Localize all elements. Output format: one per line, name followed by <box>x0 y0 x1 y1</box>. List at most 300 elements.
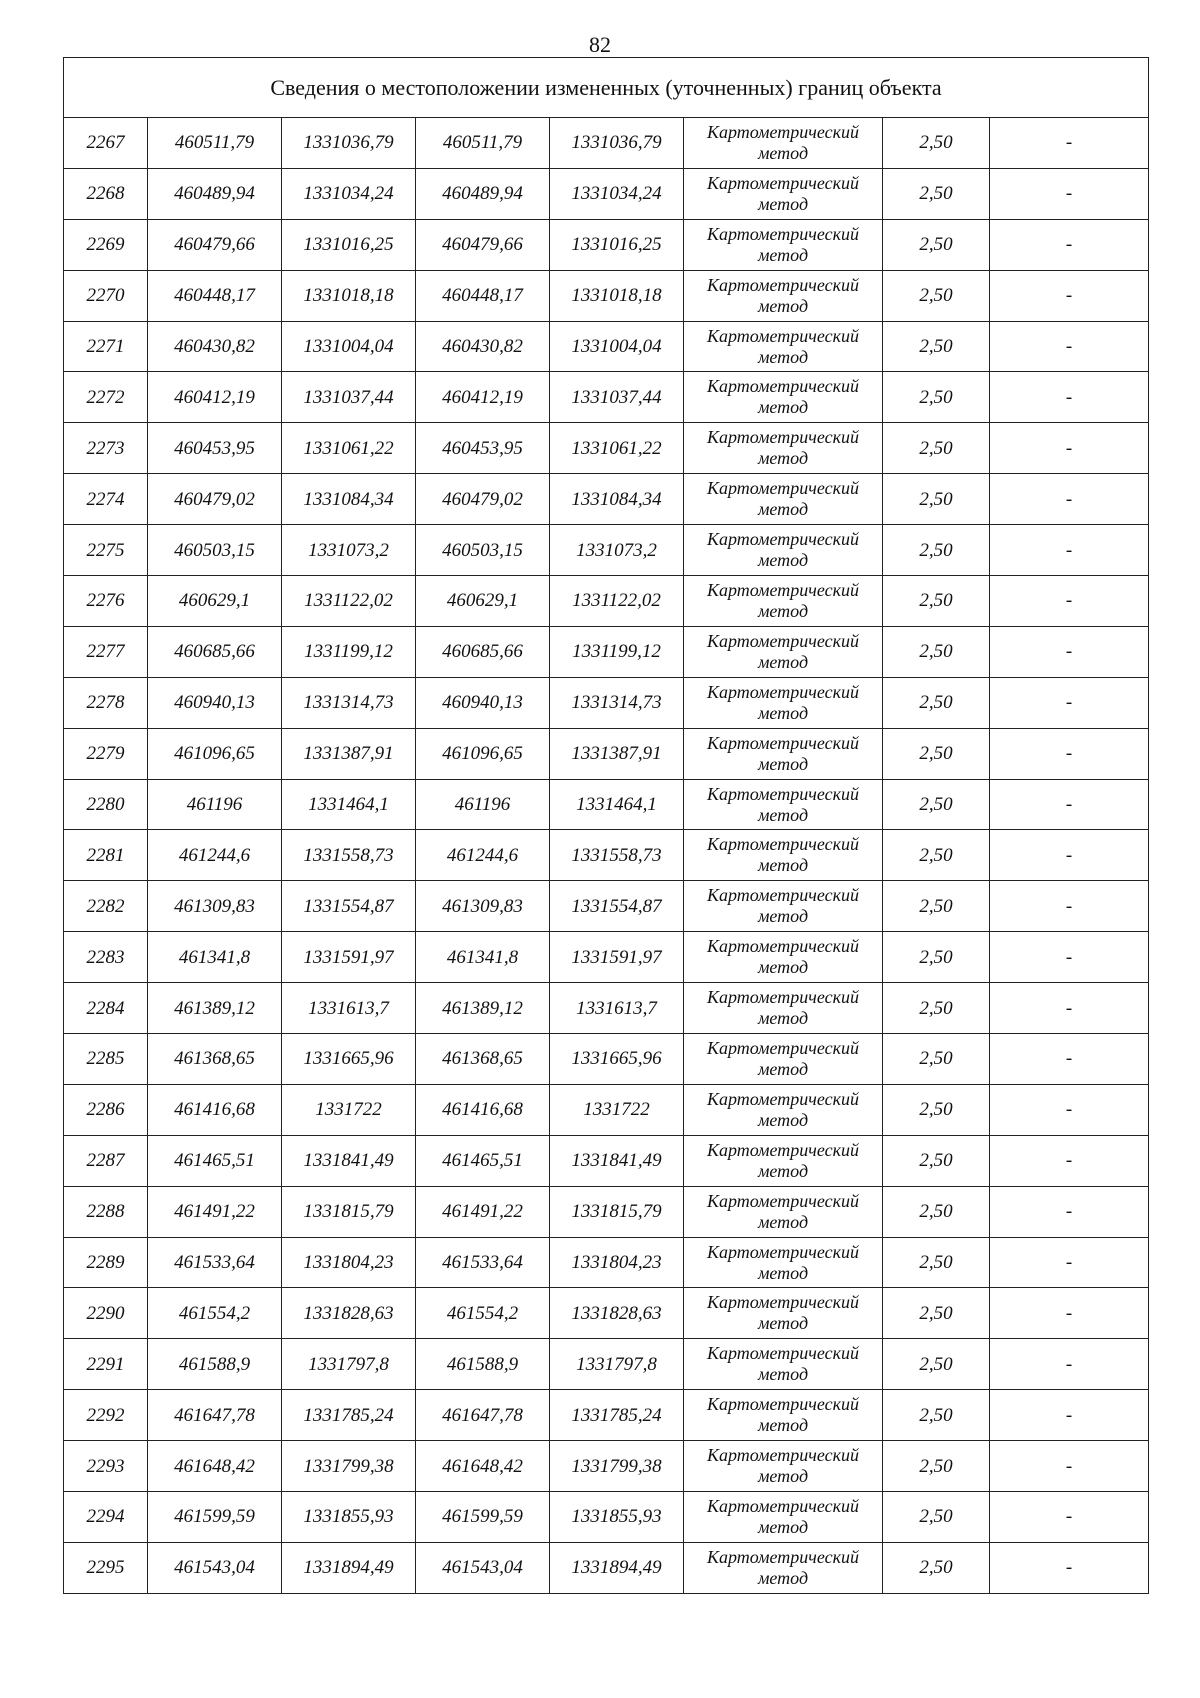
table-body <box>64 118 1149 1594</box>
y-old-cell: 1331797,8 <box>282 1339 416 1390</box>
x-old-cell: 461368,65 <box>148 1034 282 1085</box>
accuracy-cell: 2,50 <box>883 1339 990 1390</box>
x-old-cell: 460448,17 <box>148 270 282 321</box>
method-cell <box>684 1237 883 1288</box>
table-row <box>64 626 1149 677</box>
x-old-cell: 461096,65 <box>148 728 282 779</box>
description-cell: - <box>990 728 1149 779</box>
accuracy-cell: 2,50 <box>883 779 990 830</box>
description-cell: - <box>990 1492 1149 1543</box>
point-number-cell: 2281 <box>64 830 148 881</box>
method-line-1: Картометрический <box>706 681 859 702</box>
method-line-2: метод <box>757 855 809 876</box>
method-cell <box>684 423 883 474</box>
method-line-1: Картометрический <box>706 1546 859 1567</box>
method-cell <box>684 728 883 779</box>
description-cell: - <box>990 423 1149 474</box>
point-number-cell: 2290 <box>64 1288 148 1339</box>
x-old-cell: 461309,83 <box>148 881 282 932</box>
table-row <box>64 1441 1149 1492</box>
method-cell <box>684 983 883 1034</box>
x-old-cell: 461389,12 <box>148 983 282 1034</box>
y-old-cell: 1331122,02 <box>282 576 416 627</box>
method-line-2: метод <box>757 1466 809 1487</box>
accuracy-cell: 2,50 <box>883 321 990 372</box>
x-old-cell: 461465,51 <box>148 1135 282 1186</box>
method-cell <box>684 881 883 932</box>
method-cell <box>684 474 883 525</box>
y-old-cell: 1331828,63 <box>282 1288 416 1339</box>
method-line-1: Картометрический <box>706 529 859 550</box>
method-line-1: Картометрический <box>706 783 859 804</box>
description-cell: - <box>990 779 1149 830</box>
description-cell: - <box>990 677 1149 728</box>
x-old-cell: 461599,59 <box>148 1492 282 1543</box>
accuracy-cell: 2,50 <box>883 525 990 576</box>
point-number-cell: 2284 <box>64 983 148 1034</box>
x-new-cell: 460503,15 <box>416 525 550 576</box>
y-old-cell: 1331016,25 <box>282 219 416 270</box>
y-old-cell: 1331084,34 <box>282 474 416 525</box>
x-new-cell: 460685,66 <box>416 626 550 677</box>
x-new-cell: 460412,19 <box>416 372 550 423</box>
x-new-cell: 460448,17 <box>416 270 550 321</box>
point-number-cell: 2267 <box>64 118 148 169</box>
table-row <box>64 830 1149 881</box>
accuracy-cell: 2,50 <box>883 626 990 677</box>
point-number-cell: 2273 <box>64 423 148 474</box>
accuracy-cell: 2,50 <box>883 576 990 627</box>
x-new-cell: 461309,83 <box>416 881 550 932</box>
y-new-cell: 1331855,93 <box>550 1492 684 1543</box>
y-old-cell: 1331855,93 <box>282 1492 416 1543</box>
x-new-cell: 461465,51 <box>416 1135 550 1186</box>
x-old-cell: 461416,68 <box>148 1084 282 1135</box>
table-row <box>64 474 1149 525</box>
x-old-cell: 461244,6 <box>148 830 282 881</box>
table-row <box>64 1237 1149 1288</box>
method-line-2: метод <box>757 906 809 927</box>
method-cell <box>684 932 883 983</box>
method-cell <box>684 1186 883 1237</box>
x-old-cell: 460503,15 <box>148 525 282 576</box>
coordinates-table <box>63 57 1149 1594</box>
description-cell: - <box>990 219 1149 270</box>
x-old-cell: 461196 <box>148 779 282 830</box>
method-line-2: метод <box>757 753 809 774</box>
y-new-cell: 1331036,79 <box>550 118 684 169</box>
method-cell <box>684 1441 883 1492</box>
x-new-cell: 460430,82 <box>416 321 550 372</box>
y-old-cell: 1331036,79 <box>282 118 416 169</box>
method-cell <box>684 118 883 169</box>
accuracy-cell: 2,50 <box>883 677 990 728</box>
x-new-cell: 460511,79 <box>416 118 550 169</box>
point-number-cell: 2275 <box>64 525 148 576</box>
y-new-cell: 1331464,1 <box>550 779 684 830</box>
y-new-cell: 1331828,63 <box>550 1288 684 1339</box>
method-line-2: метод <box>757 1262 809 1283</box>
point-number-cell: 2295 <box>64 1542 148 1593</box>
description-cell: - <box>990 1135 1149 1186</box>
description-cell: - <box>990 881 1149 932</box>
y-new-cell: 1331387,91 <box>550 728 684 779</box>
method-line-1: Картометрический <box>706 172 859 193</box>
y-new-cell: 1331815,79 <box>550 1186 684 1237</box>
x-new-cell: 460479,02 <box>416 474 550 525</box>
x-new-cell: 461588,9 <box>416 1339 550 1390</box>
x-old-cell: 461647,78 <box>148 1390 282 1441</box>
description-cell: - <box>990 932 1149 983</box>
method-cell <box>684 219 883 270</box>
method-cell <box>684 1542 883 1593</box>
x-new-cell: 460453,95 <box>416 423 550 474</box>
point-number-cell: 2280 <box>64 779 148 830</box>
method-line-2: метод <box>757 1109 809 1130</box>
x-new-cell: 461416,68 <box>416 1084 550 1135</box>
method-cell <box>684 1492 883 1543</box>
method-cell <box>684 1135 883 1186</box>
accuracy-cell: 2,50 <box>883 881 990 932</box>
accuracy-cell: 2,50 <box>883 270 990 321</box>
accuracy-cell: 2,50 <box>883 1186 990 1237</box>
method-line-2: метод <box>757 804 809 825</box>
method-line-1: Картометрический <box>706 1343 859 1364</box>
method-line-1: Картометрический <box>706 1037 859 1058</box>
table-row <box>64 932 1149 983</box>
y-old-cell: 1331591,97 <box>282 932 416 983</box>
y-old-cell: 1331558,73 <box>282 830 416 881</box>
description-cell: - <box>990 576 1149 627</box>
method-line-1: Картометрический <box>706 834 859 855</box>
method-cell <box>684 1288 883 1339</box>
table-row <box>64 1186 1149 1237</box>
method-line-2: метод <box>757 1058 809 1079</box>
description-cell: - <box>990 1542 1149 1593</box>
table-row <box>64 372 1149 423</box>
x-old-cell: 460685,66 <box>148 626 282 677</box>
x-old-cell: 461648,42 <box>148 1441 282 1492</box>
description-cell: - <box>990 983 1149 1034</box>
x-old-cell: 461341,8 <box>148 932 282 983</box>
method-cell <box>684 1339 883 1390</box>
accuracy-cell: 2,50 <box>883 219 990 270</box>
method-cell <box>684 525 883 576</box>
method-cell <box>684 372 883 423</box>
method-line-1: Картометрический <box>706 987 859 1008</box>
x-old-cell: 460430,82 <box>148 321 282 372</box>
y-new-cell: 1331004,04 <box>550 321 684 372</box>
x-new-cell: 461196 <box>416 779 550 830</box>
y-old-cell: 1331815,79 <box>282 1186 416 1237</box>
table-row <box>64 321 1149 372</box>
y-new-cell: 1331665,96 <box>550 1034 684 1085</box>
y-new-cell: 1331018,18 <box>550 270 684 321</box>
table-row <box>64 1542 1149 1593</box>
accuracy-cell: 2,50 <box>883 1441 990 1492</box>
x-new-cell: 461096,65 <box>416 728 550 779</box>
x-new-cell: 461554,2 <box>416 1288 550 1339</box>
x-new-cell: 461389,12 <box>416 983 550 1034</box>
table-row <box>64 779 1149 830</box>
method-line-2: метод <box>757 244 809 265</box>
y-old-cell: 1331034,24 <box>282 168 416 219</box>
accuracy-cell: 2,50 <box>883 423 990 474</box>
y-new-cell: 1331804,23 <box>550 1237 684 1288</box>
y-old-cell: 1331061,22 <box>282 423 416 474</box>
method-line-2: метод <box>757 1415 809 1436</box>
point-number-cell: 2282 <box>64 881 148 932</box>
accuracy-cell: 2,50 <box>883 830 990 881</box>
description-cell: - <box>990 1390 1149 1441</box>
page-number: 82 <box>589 32 611 57</box>
method-line-1: Картометрический <box>706 1445 859 1466</box>
y-old-cell: 1331464,1 <box>282 779 416 830</box>
x-new-cell: 460479,66 <box>416 219 550 270</box>
table-row <box>64 1288 1149 1339</box>
point-number-cell: 2270 <box>64 270 148 321</box>
y-new-cell: 1331199,12 <box>550 626 684 677</box>
description-cell: - <box>990 168 1149 219</box>
y-old-cell: 1331804,23 <box>282 1237 416 1288</box>
point-number-cell: 2293 <box>64 1441 148 1492</box>
x-new-cell: 461648,42 <box>416 1441 550 1492</box>
table-title: Сведения о местоположении измененных (уточненных) границ объекта <box>64 58 1149 118</box>
method-cell <box>684 168 883 219</box>
method-line-2: метод <box>757 1313 809 1334</box>
table-row <box>64 1034 1149 1085</box>
method-cell <box>684 270 883 321</box>
y-old-cell: 1331004,04 <box>282 321 416 372</box>
method-line-1: Картометрический <box>706 427 859 448</box>
accuracy-cell: 2,50 <box>883 118 990 169</box>
accuracy-cell: 2,50 <box>883 1492 990 1543</box>
point-number-cell: 2279 <box>64 728 148 779</box>
accuracy-cell: 2,50 <box>883 1237 990 1288</box>
description-cell: - <box>990 474 1149 525</box>
y-new-cell: 1331799,38 <box>550 1441 684 1492</box>
description-cell: - <box>990 372 1149 423</box>
y-new-cell: 1331084,34 <box>550 474 684 525</box>
accuracy-cell: 2,50 <box>883 1542 990 1593</box>
y-new-cell: 1331613,7 <box>550 983 684 1034</box>
point-number-cell: 2269 <box>64 219 148 270</box>
x-old-cell: 461543,04 <box>148 1542 282 1593</box>
method-line-1: Картометрический <box>706 1292 859 1313</box>
x-old-cell: 461588,9 <box>148 1339 282 1390</box>
table-row <box>64 525 1149 576</box>
method-line-1: Картометрический <box>706 121 859 142</box>
method-line-2: метод <box>757 499 809 520</box>
y-old-cell: 1331799,38 <box>282 1441 416 1492</box>
table-row <box>64 1339 1149 1390</box>
y-old-cell: 1331387,91 <box>282 728 416 779</box>
y-new-cell: 1331073,2 <box>550 525 684 576</box>
y-old-cell: 1331785,24 <box>282 1390 416 1441</box>
point-number-cell: 2268 <box>64 168 148 219</box>
table-row <box>64 677 1149 728</box>
method-line-1: Картометрический <box>706 223 859 244</box>
y-new-cell: 1331785,24 <box>550 1390 684 1441</box>
method-line-2: метод <box>757 957 809 978</box>
description-cell: - <box>990 525 1149 576</box>
method-line-2: метод <box>757 1364 809 1385</box>
y-new-cell: 1331122,02 <box>550 576 684 627</box>
method-line-1: Картометрический <box>706 478 859 499</box>
method-line-1: Картометрический <box>706 1394 859 1415</box>
method-cell <box>684 576 883 627</box>
description-cell: - <box>990 1034 1149 1085</box>
method-line-2: метод <box>757 651 809 672</box>
method-line-2: метод <box>757 550 809 571</box>
point-number-cell: 2289 <box>64 1237 148 1288</box>
description-cell: - <box>990 1339 1149 1390</box>
method-line-1: Картометрический <box>706 376 859 397</box>
description-cell: - <box>990 1237 1149 1288</box>
method-line-2: метод <box>757 600 809 621</box>
accuracy-cell: 2,50 <box>883 1135 990 1186</box>
y-old-cell: 1331314,73 <box>282 677 416 728</box>
method-line-1: Картометрический <box>706 1139 859 1160</box>
x-old-cell: 460479,66 <box>148 219 282 270</box>
x-old-cell: 461554,2 <box>148 1288 282 1339</box>
accuracy-cell: 2,50 <box>883 1390 990 1441</box>
table-row <box>64 168 1149 219</box>
x-new-cell: 460629,1 <box>416 576 550 627</box>
method-line-1: Картометрический <box>706 1495 859 1516</box>
method-line-1: Картометрический <box>706 325 859 346</box>
point-number-cell: 2276 <box>64 576 148 627</box>
method-line-2: метод <box>757 702 809 723</box>
y-new-cell: 1331061,22 <box>550 423 684 474</box>
description-cell: - <box>990 1441 1149 1492</box>
y-new-cell: 1331037,44 <box>550 372 684 423</box>
x-old-cell: 460629,1 <box>148 576 282 627</box>
y-new-cell: 1331722 <box>550 1084 684 1135</box>
y-old-cell: 1331613,7 <box>282 983 416 1034</box>
table-row <box>64 1084 1149 1135</box>
table-row <box>64 1492 1149 1543</box>
x-new-cell: 461244,6 <box>416 830 550 881</box>
method-cell <box>684 626 883 677</box>
x-old-cell: 461533,64 <box>148 1237 282 1288</box>
point-number-cell: 2278 <box>64 677 148 728</box>
accuracy-cell: 2,50 <box>883 474 990 525</box>
method-line-2: метод <box>757 1567 809 1588</box>
point-number-cell: 2288 <box>64 1186 148 1237</box>
y-old-cell: 1331554,87 <box>282 881 416 932</box>
x-new-cell: 461491,22 <box>416 1186 550 1237</box>
x-old-cell: 460489,94 <box>148 168 282 219</box>
method-line-1: Картометрический <box>706 274 859 295</box>
method-cell <box>684 677 883 728</box>
point-number-cell: 2287 <box>64 1135 148 1186</box>
x-new-cell: 461543,04 <box>416 1542 550 1593</box>
point-number-cell: 2277 <box>64 626 148 677</box>
method-cell <box>684 830 883 881</box>
method-line-1: Картометрический <box>706 1241 859 1262</box>
method-line-1: Картометрический <box>706 885 859 906</box>
point-number-cell: 2291 <box>64 1339 148 1390</box>
y-old-cell: 1331199,12 <box>282 626 416 677</box>
x-old-cell: 460412,19 <box>148 372 282 423</box>
y-old-cell: 1331894,49 <box>282 1542 416 1593</box>
x-old-cell: 460453,95 <box>148 423 282 474</box>
method-line-2: метод <box>757 346 809 367</box>
accuracy-cell: 2,50 <box>883 1084 990 1135</box>
method-line-2: метод <box>757 448 809 469</box>
accuracy-cell: 2,50 <box>883 168 990 219</box>
method-cell <box>684 1034 883 1085</box>
accuracy-cell: 2,50 <box>883 932 990 983</box>
table-row <box>64 270 1149 321</box>
y-new-cell: 1331841,49 <box>550 1135 684 1186</box>
description-cell: - <box>990 1186 1149 1237</box>
y-old-cell: 1331665,96 <box>282 1034 416 1085</box>
point-number-cell: 2285 <box>64 1034 148 1085</box>
point-number-cell: 2274 <box>64 474 148 525</box>
method-line-2: метод <box>757 1516 809 1537</box>
method-line-2: метод <box>757 295 809 316</box>
table-row <box>64 118 1149 169</box>
method-line-1: Картометрический <box>706 1190 859 1211</box>
x-new-cell: 461368,65 <box>416 1034 550 1085</box>
method-cell <box>684 321 883 372</box>
method-line-1: Картометрический <box>706 936 859 957</box>
y-old-cell: 1331073,2 <box>282 525 416 576</box>
x-old-cell: 460479,02 <box>148 474 282 525</box>
description-cell: - <box>990 270 1149 321</box>
method-line-2: метод <box>757 193 809 214</box>
table-row <box>64 881 1149 932</box>
y-old-cell: 1331722 <box>282 1084 416 1135</box>
x-new-cell: 461533,64 <box>416 1237 550 1288</box>
y-old-cell: 1331037,44 <box>282 372 416 423</box>
x-old-cell: 460511,79 <box>148 118 282 169</box>
point-number-cell: 2294 <box>64 1492 148 1543</box>
y-old-cell: 1331841,49 <box>282 1135 416 1186</box>
table-row <box>64 1135 1149 1186</box>
x-new-cell: 461647,78 <box>416 1390 550 1441</box>
point-number-cell: 2286 <box>64 1084 148 1135</box>
y-new-cell: 1331591,97 <box>550 932 684 983</box>
x-old-cell: 460940,13 <box>148 677 282 728</box>
method-line-1: Картометрический <box>706 579 859 600</box>
method-line-2: метод <box>757 397 809 418</box>
table-row <box>64 728 1149 779</box>
accuracy-cell: 2,50 <box>883 983 990 1034</box>
description-cell: - <box>990 626 1149 677</box>
y-new-cell: 1331016,25 <box>550 219 684 270</box>
y-new-cell: 1331034,24 <box>550 168 684 219</box>
method-cell <box>684 1390 883 1441</box>
x-new-cell: 460489,94 <box>416 168 550 219</box>
y-new-cell: 1331797,8 <box>550 1339 684 1390</box>
accuracy-cell: 2,50 <box>883 1288 990 1339</box>
y-new-cell: 1331554,87 <box>550 881 684 932</box>
point-number-cell: 2272 <box>64 372 148 423</box>
accuracy-cell: 2,50 <box>883 728 990 779</box>
method-cell <box>684 779 883 830</box>
x-new-cell: 461341,8 <box>416 932 550 983</box>
method-line-2: метод <box>757 1008 809 1029</box>
point-number-cell: 2283 <box>64 932 148 983</box>
method-line-1: Картометрический <box>706 1088 859 1109</box>
description-cell: - <box>990 118 1149 169</box>
method-line-2: метод <box>757 1160 809 1181</box>
method-line-1: Картометрический <box>706 732 859 753</box>
accuracy-cell: 2,50 <box>883 372 990 423</box>
